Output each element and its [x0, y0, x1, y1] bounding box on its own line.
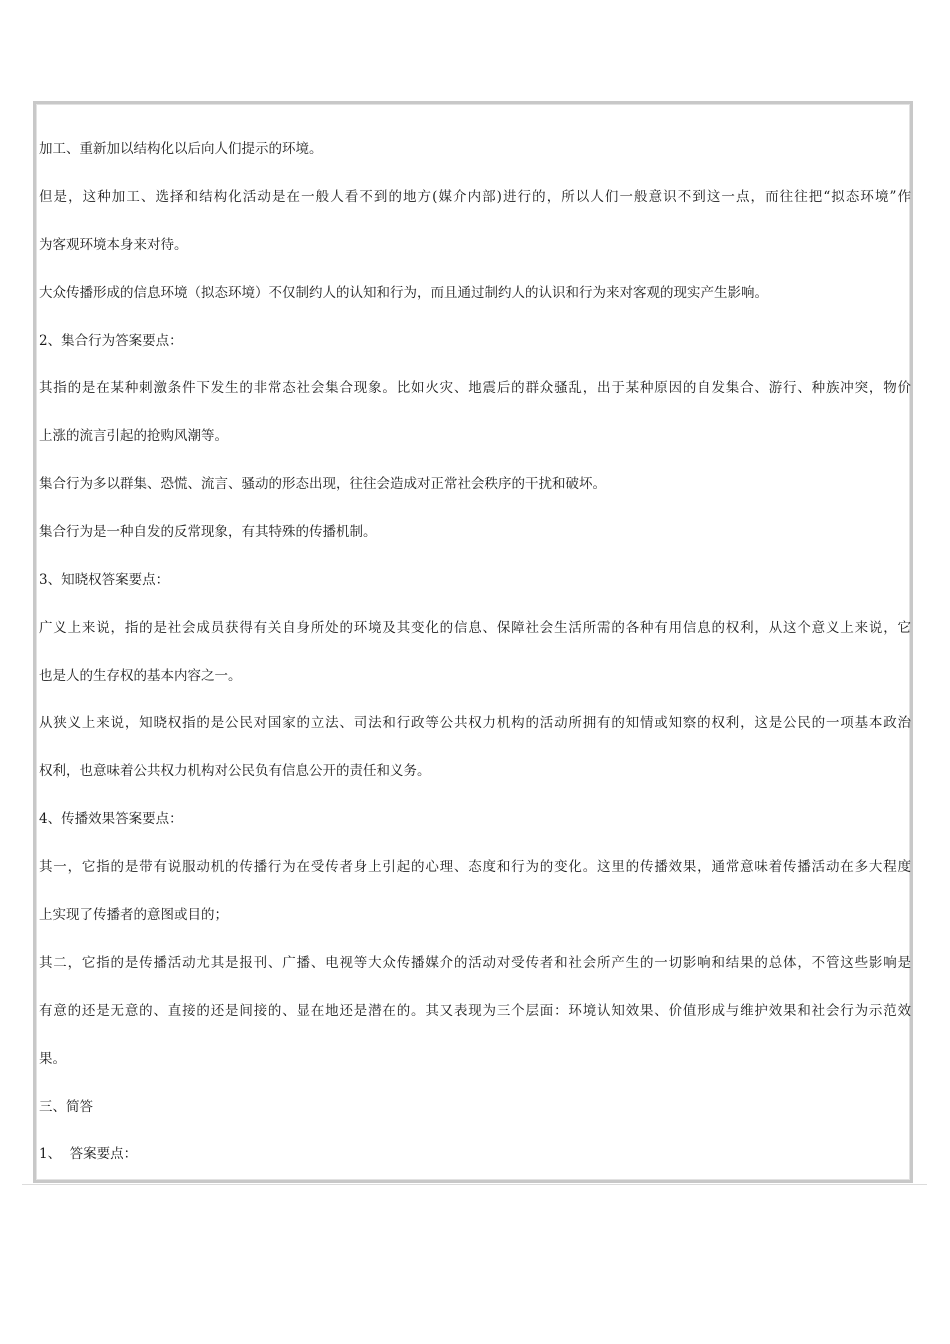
section-heading: 三、简答	[39, 1099, 93, 1115]
paragraph-line: 加工、重新加以结构化以后向人们提示的环境。	[39, 141, 323, 157]
paragraph-line: 从狭义上来说，知晓权指的是公民对国家的立法、司法和行政等公共权力机构的活动所拥有的知情或知察的权利，这是公民的一项基本政治	[39, 715, 911, 731]
paragraph-line: 为客观环境本身来对待。	[39, 237, 188, 253]
paragraph-line: 其指的是在某种刺激条件下发生的非常态社会集合现象。比如火灾、地震后的群众骚乱，出于某种原因的自发集合、游行、种族冲突，物价	[39, 380, 911, 396]
paragraph-line: 权利，也意味着公共权力机构对公民负有信息公开的责任和义务。	[39, 763, 431, 779]
paragraph-line: 其二，它指的是传播活动尤其是报刊、广播、电视等大众传播媒介的活动对受传者和社会所产生的一切影响和结果的总体，不管这些影响是	[39, 955, 911, 971]
paragraph-line: 但是，这种加工、选择和结构化活动是在一般人看不到的地方(媒介内部)进行的，所以人们一般意识不到这一点，而往往把“拟态环境”作	[39, 189, 911, 205]
paragraph-line: 集合行为多以群集、恐慌、流言、骚动的形态出现，往往会造成对正常社会秩序的干扰和破坏。	[39, 476, 606, 492]
paragraph-line: 其一，它指的是带有说服动机的传播行为在受传者身上引起的心理、态度和行为的变化。这里的传播效果，通常意味着传播活动在多大程度	[39, 859, 911, 875]
paragraph-line: 有意的还是无意的、直接的还是间接的、显在地还是潜在的。其又表现为三个层面：环境认知效果、价值形成与维护效果和社会行为示范效	[39, 1003, 911, 1019]
section-heading: 2、集合行为答案要点：	[39, 333, 183, 349]
section-heading: 3、知晓权答案要点：	[39, 572, 170, 588]
paragraph-line: 广义上来说，指的是社会成员获得有关自身所处的环境及其变化的信息、保障社会生活所需的各种有用信息的权利，从这个意义上来说，它	[39, 620, 911, 636]
paragraph-line: 上涨的流言引起的抢购风潮等。	[39, 428, 228, 444]
paragraph-line: 大众传播形成的信息环境（拟态环境）不仅制约人的认知和行为，而且通过制约人的认识和行为来对客观的现实产生影响。	[39, 285, 768, 301]
bottom-rule	[22, 1184, 927, 1185]
section-heading: 4、传播效果答案要点：	[39, 811, 183, 827]
paragraph-line: 也是人的生存权的基本内容之一。	[39, 668, 242, 684]
paragraph-line: 集合行为是一种自发的反常现象，有其特殊的传播机制。	[39, 524, 377, 540]
paragraph-line: 果。	[39, 1051, 66, 1067]
paragraph-line: 上实现了传播者的意图或目的；	[39, 907, 228, 923]
section-heading: 1、 答案要点：	[39, 1146, 138, 1162]
